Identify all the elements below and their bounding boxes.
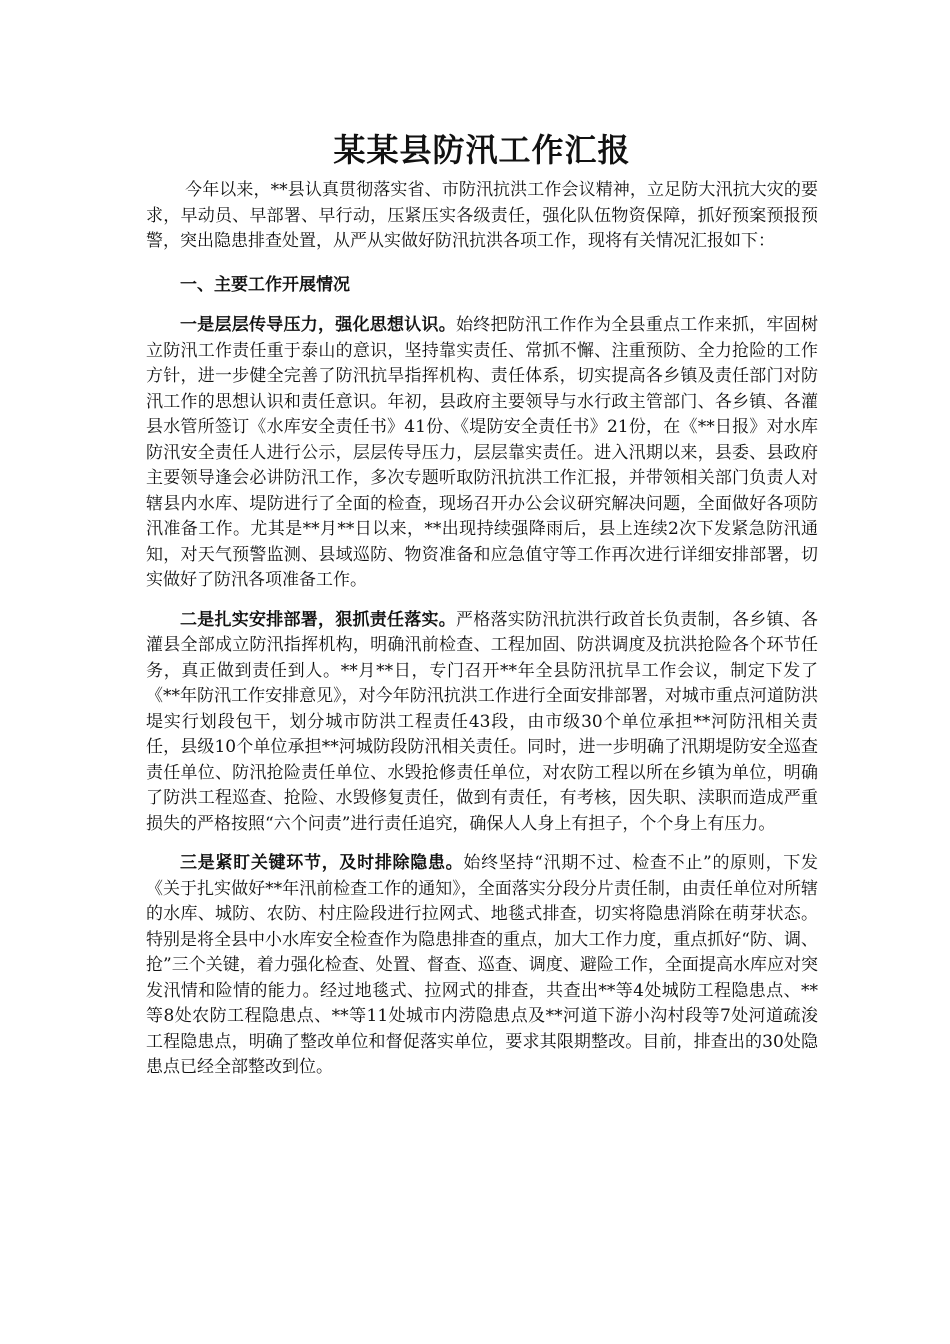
item-paragraph-1 xyxy=(146,313,818,594)
item-body: 始终坚持“汛期不过、检查不止”的原则，下发《关于扎实做好**年汛前检查工作的通知》，全面落实分段分片责任制，由责任单位对所辖的水库、城防、农防、村庄险段进行拉网式、地毯式排查，切实将隐患消除在萌芽状态。特别是将全县中小水库安全检查作为隐患排查的重点，加大工作力度，重点抓好“防、调、抢”三个关键，着力强化检查、处置、督查、巡查、调度、避险工作，全面提高水库应对突发汛情和险情的能力。经过地毯式、拉网式的排查，共查出**等4处城防工程隐患点、**等8处农防工程隐患点、**等11处城市内涝隐患点及**河道下游小沟村段等7处河道疏浚工程隐患点，明确了整改单位和督促落实单位，要求其限期整改。目前，排查出的30处隐患点已经全部整改到位。 xyxy=(146,853,818,1077)
item-body: 严格落实防汛抗洪行政首长负责制，各乡镇、各灌县全部成立防汛指挥机构，明确汛前检查、工程加固、防洪调度及抗洪抢险各个环节任务，真正做到责任到人。**月**日，专门召开**年全县防汛抗旱工作会议，制定下发了《**年防汛工作安排意见》，对今年防汛抗洪工作进行全面安排部署，对城市重点河道防洪堤实行划段包干，划分城市防洪工程责任43段，由市级30个单位承担**河防汛相关责任，县级10个单位承担**河城防段防汛相关责任。同时，进一步明确了汛期堤防安全巡查责任单位、防汛抢险责任单位、水毁抢修责任单位，对农防工程以所在乡镇为单位，明确了防洪工程巡查、抢险、水毁修复责任，做到有责任，有考核，因失职、渎职而造成严重损失的严格按照“六个问责”进行责任追究，确保人人身上有担子，个个身上有压力。 xyxy=(146,609,818,834)
document-page xyxy=(146,128,818,1081)
item-paragraph-2 xyxy=(146,608,818,838)
item-paragraph-3 xyxy=(146,851,818,1081)
intro-paragraph: 今年以来，**县认真贯彻落实省、市防汛抗洪工作会议精神，立足防大汛抗大灾的要求，早动员、早部署、早行动，压紧压实各级责任，强化队伍物资保障，抓好预案预报预警，突出隐患排查处置，从严从实做好防汛抗洪各项工作，现将有关情况汇报如下： xyxy=(146,180,818,251)
section-heading: 一、主要工作开展情况 xyxy=(180,274,350,295)
item-lead: 二是扎实安排部署，狠抓责任落实。 xyxy=(180,609,456,630)
item-lead: 一是层层传导压力，强化思想认识。 xyxy=(180,315,456,335)
document-title: 某某县防汛工作汇报 xyxy=(333,131,631,169)
item-lead: 三是紧盯关键环节，及时排除隐患。 xyxy=(180,853,464,873)
item-body: 始终把防汛工作作为全县重点工作来抓，牢固树立防汛工作责任重于泰山的意识，坚持靠实责任、常抓不懈、注重预防、全力抢险的工作方针，进一步健全完善了防汛抗旱指挥机构、责任体系，切实提高各乡镇及责任部门对防汛工作的思想认识和责任意识。年初，县政府主要领导与水行政主管部门、各乡镇、各灌县水管所签订《水库安全责任书》41份、《堤防安全责任书》21份，在《**日报》对水库防汛安全责任人进行公示，层层传导压力，层层靠实责任。进入汛期以来，县委、县政府主要领导逢会必讲防汛工作，多次专题听取防汛抗洪工作汇报，并带领相关部门负责人对辖县内水库、堤防进行了全面的检查，现场召开办公会议研究解决问题，全面做好各项防汛准备工作。尤其是**月**日以来，**出现持续强降雨后，县上连续2次下发紧急防汛通知，对天气预警监测、县域巡防、物资准备和应急值守等工作再次进行详细安排部署，切实做好了防汛各项准备工作。 xyxy=(146,315,818,590)
